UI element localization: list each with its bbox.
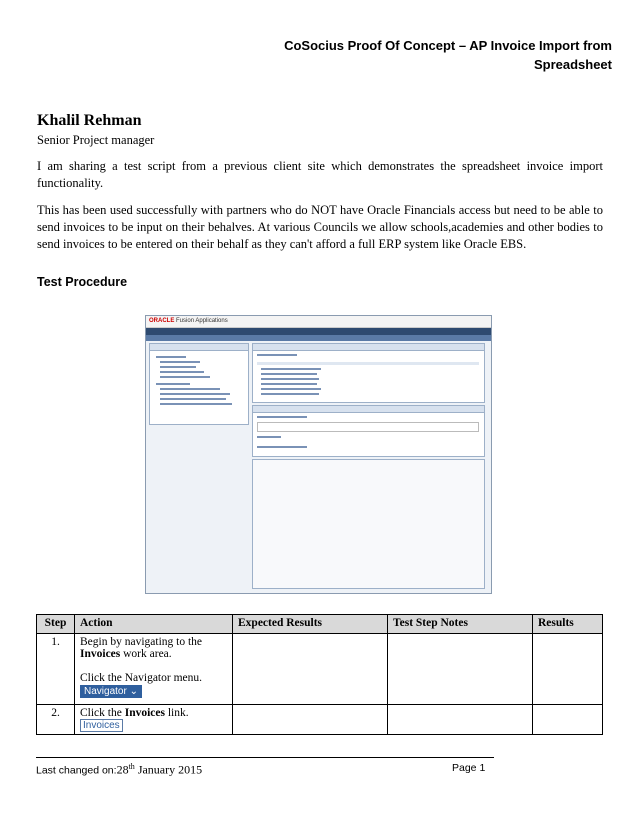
column-header-step: Step: [37, 615, 75, 634]
invoices-link[interactable]: Invoices: [80, 719, 123, 732]
oracle-logo-text: ORACLE: [149, 318, 175, 324]
screenshot-empty-pane: [252, 459, 485, 589]
notes-cell: [388, 634, 533, 705]
column-header-action: Action: [75, 615, 233, 634]
product-name: Fusion Applications: [176, 318, 228, 324]
step-action: [75, 705, 233, 735]
oracle-logo: [149, 318, 228, 324]
screenshot-header: [146, 316, 491, 328]
action-bold: Invoices: [80, 648, 121, 660]
screenshot-activity-pane: [252, 405, 485, 457]
column-header-test-step-notes: Test Step Notes: [388, 615, 533, 634]
step-action: [75, 634, 233, 705]
document-header: [192, 36, 612, 74]
section-title: Test Procedure: [37, 275, 128, 289]
screenshot-favorites-pane: [149, 343, 249, 425]
column-header-results: Results: [533, 615, 603, 634]
footer-label: Last changed on:: [36, 764, 117, 777]
footer-date: January 2015: [134, 762, 203, 777]
header-line-1: CoSocius Proof Of Concept – AP Invoice Import from: [284, 38, 612, 53]
action-text: Click the: [80, 707, 125, 719]
step-number: 1.: [37, 634, 75, 705]
screenshot-body: [149, 343, 488, 590]
screenshot-worklist-pane: [252, 343, 485, 403]
author-role: Senior Project manager: [37, 133, 155, 147]
footer-last-changed: [36, 762, 202, 778]
footer-ordinal: th: [128, 762, 135, 771]
screenshot-tab-bar: [146, 335, 491, 341]
action-text: Begin by navigating to the: [80, 636, 203, 648]
column-header-expected-results: Expected Results: [233, 615, 388, 634]
page-number: Page 1: [452, 762, 486, 774]
results-cell: [533, 705, 603, 735]
footer-rule: [36, 757, 494, 758]
author-name: Khalil Rehman: [37, 112, 142, 129]
action-text: link.: [164, 707, 189, 719]
action-bold: Invoices: [124, 707, 165, 719]
table-row: [37, 705, 603, 735]
intro-paragraph: I am sharing a test script from a previous client site which demonstrates the spreadsheet invoice import functionality.: [37, 159, 603, 190]
notes-cell: [388, 705, 533, 735]
table-header-row: [37, 615, 603, 634]
navigator-button[interactable]: Navigator ⌄: [80, 685, 142, 698]
action-text: work area.: [120, 648, 172, 660]
action-instruction: Click the Navigator menu.: [80, 672, 202, 684]
expected-results-cell: [233, 705, 388, 735]
test-steps-table: [36, 614, 603, 735]
table-row: [37, 634, 603, 705]
step-number: 2.: [37, 705, 75, 735]
results-cell: [533, 634, 603, 705]
footer-day: 28: [116, 762, 129, 777]
context-paragraph: This has been used successfully with partners who do NOT have Oracle Financials access but need to be able to send invoices to be input on their behalves. At various Councils we allow schools,academies and other bodies to send invoices to be entered on their behalf as they can't afford a full ERP system like Oracle EBS.: [37, 203, 603, 251]
header-line-2: Spreadsheet: [533, 57, 612, 72]
expected-results-cell: [233, 634, 388, 705]
application-screenshot: [145, 315, 492, 594]
screenshot-nav-bar: [146, 328, 491, 335]
